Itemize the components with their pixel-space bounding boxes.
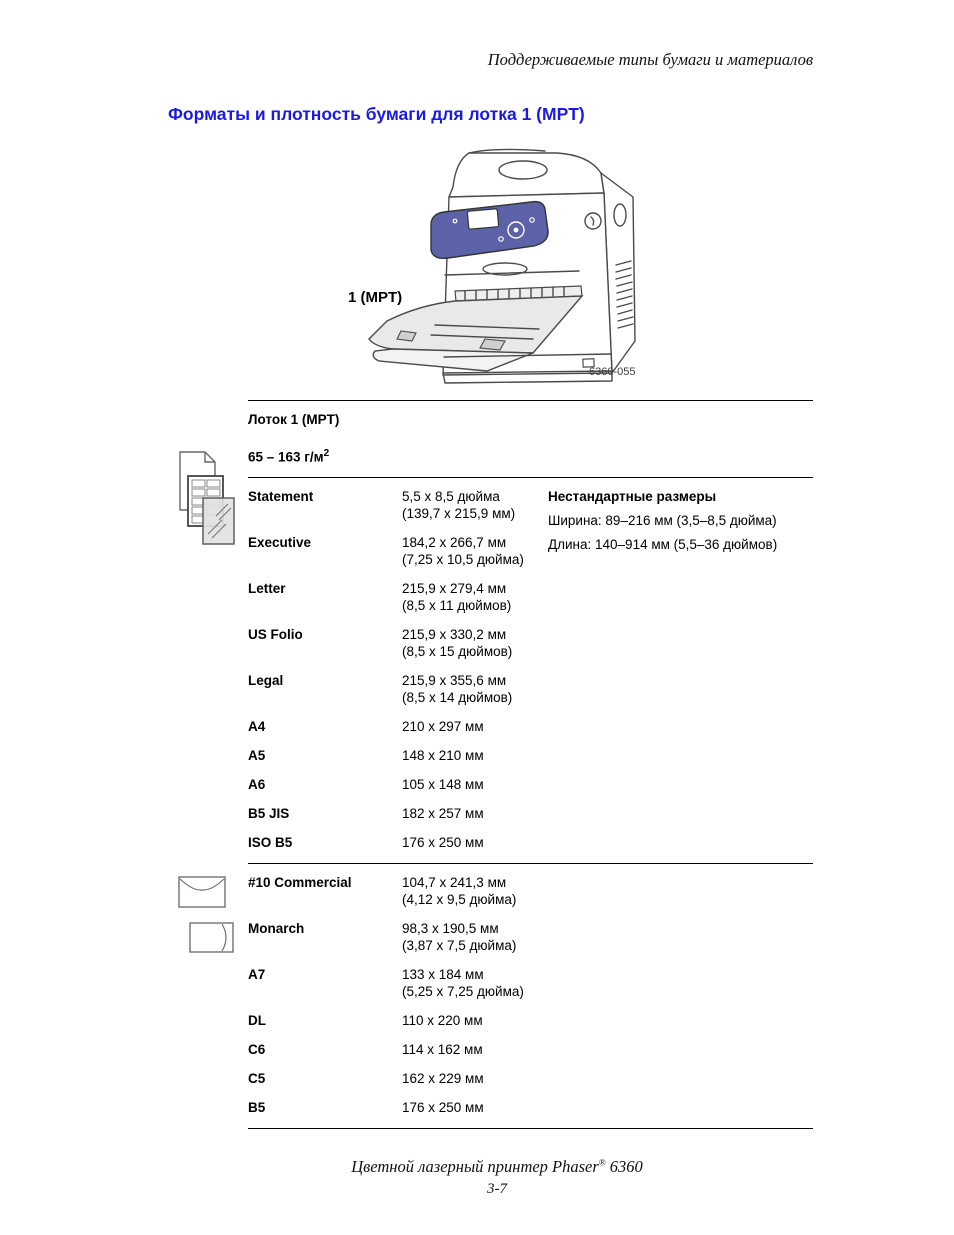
- footer-product-suffix: 6360: [605, 1157, 643, 1176]
- size-line1: 148 x 210 мм: [402, 747, 484, 763]
- envelope-closed-icon: [178, 876, 227, 914]
- size-line2: (8,5 x 11 дюймов): [402, 597, 512, 613]
- custom-sizes-title: Нестандартные размеры: [548, 488, 717, 504]
- page-number: 3-7: [487, 1181, 507, 1197]
- table-row: [248, 747, 813, 764]
- page-title: Форматы и плотность бумаги для лотка 1 (MPT): [168, 104, 585, 124]
- size-line2: (8,5 x 14 дюймов): [402, 689, 513, 705]
- custom-sizes-block: [548, 488, 813, 553]
- paper-size-name: A5: [248, 747, 266, 763]
- envelope-size-value: [402, 1099, 548, 1116]
- envelope-size-name: B5: [248, 1099, 266, 1115]
- running-header: Поддерживаемые типы бумаги и материалов: [487, 50, 813, 69]
- paper-size-name: B5 JIS: [248, 805, 290, 821]
- paper-size-value: [402, 747, 548, 764]
- size-line1: 176 x 250 мм: [402, 1099, 484, 1115]
- figure-caption: 6360-055: [589, 366, 636, 378]
- weight-superscript: 2: [323, 448, 330, 459]
- paper-size-value: [402, 805, 548, 822]
- envelope-side-icon: [189, 922, 235, 959]
- footer-product-prefix: Цветной лазерный принтер Phaser: [351, 1157, 599, 1176]
- paper-size-value: [402, 776, 548, 793]
- page-footer: [40, 1157, 954, 1198]
- paper-size-name: Executive: [248, 534, 312, 550]
- envelope-size-name: #10 Commercial: [248, 874, 352, 890]
- size-line2: (4,12 x 9,5 дюйма): [402, 891, 517, 907]
- table-title: Лоток 1 (MPT): [248, 412, 340, 427]
- paper-size-value: [402, 626, 548, 660]
- paper-size-value: [402, 488, 548, 522]
- envelope-size-name: C5: [248, 1070, 266, 1086]
- envelope-size-value: [402, 1070, 548, 1087]
- table-row: [248, 1070, 813, 1087]
- envelope-size-name: C6: [248, 1041, 266, 1057]
- size-line1: 215,9 x 279,4 мм: [402, 580, 507, 596]
- size-line2: (8,5 x 15 дюймов): [402, 643, 513, 659]
- table-row: [248, 1041, 813, 1058]
- size-line2: (3,87 x 7,5 дюйма): [402, 937, 517, 953]
- size-line2: (7,25 x 10,5 дюйма): [402, 551, 524, 567]
- size-line1: 184,2 x 266,7 мм: [402, 534, 507, 550]
- envelope-rows-section: [248, 864, 813, 1116]
- table-row: [248, 580, 813, 614]
- paper-size-value: [402, 534, 548, 568]
- custom-length: Длина: 140–914 мм (5,5–36 дюймов): [548, 536, 778, 552]
- size-line1: 110 x 220 мм: [402, 1012, 483, 1028]
- paper-size-name: Legal: [248, 672, 284, 688]
- weight-range: [248, 445, 813, 477]
- paper-size-name: ISO B5: [248, 834, 293, 850]
- table-row: [248, 718, 813, 735]
- envelope-size-value: [402, 920, 548, 954]
- weight-text: 65 – 163 г/м: [248, 449, 324, 465]
- table-row: [248, 672, 813, 706]
- paper-size-value: [402, 580, 548, 614]
- envelope-size-value: [402, 1041, 548, 1058]
- paper-size-table: [248, 400, 813, 1129]
- paper-size-value: [402, 834, 548, 851]
- size-line1: 182 x 257 мм: [402, 805, 484, 821]
- envelope-size-value: [402, 1012, 548, 1029]
- size-line1: 215,9 x 355,6 мм: [402, 672, 507, 688]
- size-line1: 98,3 x 190,5 мм: [402, 920, 499, 936]
- envelope-size-value: [402, 874, 548, 908]
- printer-illustration: [335, 143, 647, 385]
- envelope-size-name: Monarch: [248, 920, 305, 936]
- envelope-size-name: DL: [248, 1012, 266, 1028]
- paper-size-value: [402, 672, 548, 706]
- paper-size-name: Letter: [248, 580, 286, 596]
- size-line2: (5,25 x 7,25 дюйма): [402, 983, 524, 999]
- footer-product-name: [40, 1157, 954, 1177]
- size-line1: 133 x 184 мм: [402, 966, 484, 982]
- size-line1: 210 x 297 мм: [402, 718, 484, 734]
- table-row: [248, 966, 813, 1000]
- paper-size-name: Statement: [248, 488, 314, 504]
- paper-size-value: [402, 718, 548, 735]
- envelope-size-value: [402, 966, 548, 1000]
- table-row: [248, 1012, 813, 1029]
- size-line1: 162 x 229 мм: [402, 1070, 484, 1086]
- table-row: [248, 834, 813, 851]
- size-line2: (139,7 x 215,9 мм): [402, 505, 516, 521]
- table-row: [248, 874, 813, 908]
- paper-rows-section: [248, 478, 813, 851]
- table-row: [248, 1099, 813, 1116]
- table-rule-top: [248, 400, 813, 401]
- paper-size-name: A6: [248, 776, 266, 792]
- table-rule-bottom: [248, 1128, 813, 1129]
- paper-labels-transparency-stack-icon: [172, 450, 236, 553]
- table-row: [248, 626, 813, 660]
- table-row: [248, 805, 813, 822]
- size-line1: 105 x 148 мм: [402, 776, 484, 792]
- size-line1: 104,7 x 241,3 мм: [402, 874, 507, 890]
- printer-figure: [335, 143, 647, 385]
- size-line1: 5,5 x 8,5 дюйма: [402, 488, 500, 504]
- registered-mark: ®: [598, 1157, 606, 1168]
- envelope-size-name: A7: [248, 966, 266, 982]
- paper-size-name: A4: [248, 718, 266, 734]
- figure-label: 1 (MPT): [348, 289, 403, 306]
- size-line1: 114 x 162 мм: [402, 1041, 483, 1057]
- table-row: [248, 920, 813, 954]
- size-line1: 176 x 250 мм: [402, 834, 484, 850]
- table-row: [248, 776, 813, 793]
- custom-width: Ширина: 89–216 мм (3,5–8,5 дюйма): [548, 512, 777, 528]
- size-line1: 215,9 x 330,2 мм: [402, 626, 507, 642]
- paper-size-name: US Folio: [248, 626, 303, 642]
